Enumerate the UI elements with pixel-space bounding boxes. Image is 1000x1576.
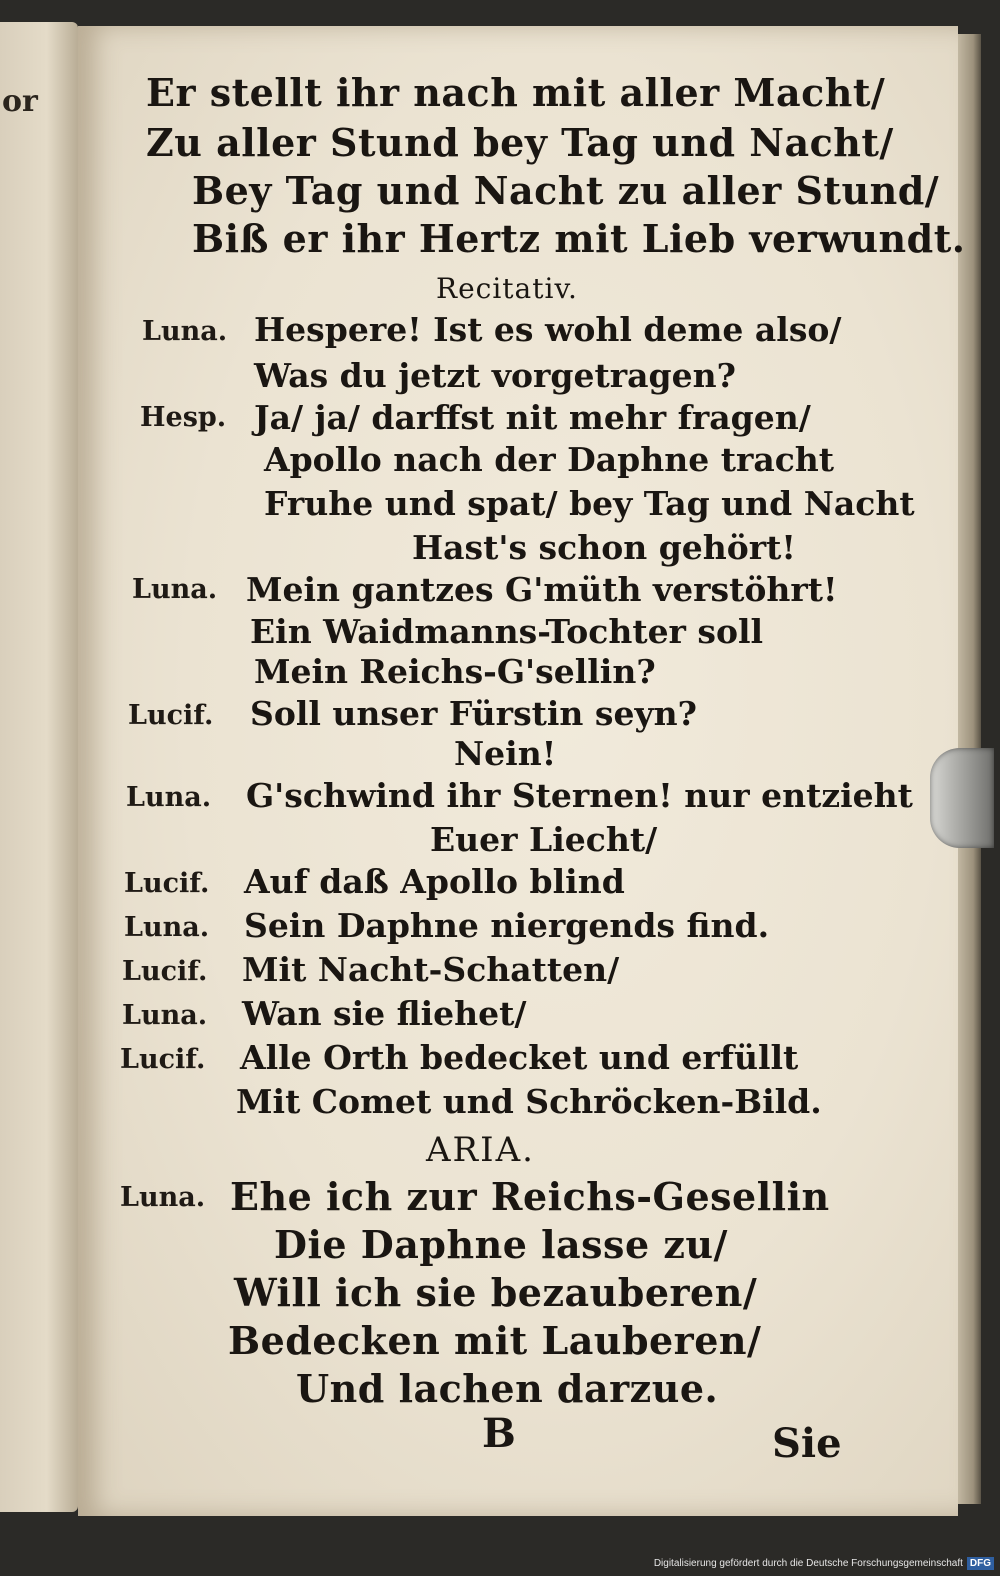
dialogue-line: Apollo nach der Daphne tracht xyxy=(264,440,835,479)
dialogue-line: Mit Nacht-Schatten/ xyxy=(242,950,620,989)
facing-page-edge xyxy=(0,22,78,1512)
speaker-label: Lucif. xyxy=(122,956,208,987)
verse-line: Zu aller Stund bey Tag und Nacht/ xyxy=(146,120,894,165)
speaker-label: Hesp. xyxy=(140,402,227,433)
aria-line: Will ich sie bezauberen/ xyxy=(234,1270,758,1315)
speaker-label: Lucif. xyxy=(120,1044,206,1075)
dialogue-line: Was du jetzt vorgetragen? xyxy=(254,356,736,395)
speaker-label: Lucif. xyxy=(128,700,214,731)
dialogue-line: G'schwind ihr Sternen! nur entzieht xyxy=(246,776,913,815)
facing-page-fragment: or xyxy=(2,84,38,119)
verse-line: Biß er ihr Hertz mit Lieb verwundt. xyxy=(192,216,966,261)
speaker-label: Luna. xyxy=(142,316,228,347)
dialogue-line: Fruhe und spat/ bey Tag und Nacht xyxy=(264,484,915,523)
dialogue-line: Mein gantzes G'müth verstöhrt! xyxy=(246,570,838,609)
dialogue-line: Sein Daphne niergends find. xyxy=(244,906,770,945)
dialogue-line: Mein Reichs-G'sellin? xyxy=(254,652,656,691)
aria-line: Ehe ich zur Reichs-Gesellin xyxy=(230,1174,830,1219)
dialogue-line: Soll unser Fürstin seyn? xyxy=(250,694,697,733)
dialogue-line: Ja/ ja/ darffst nit mehr fragen/ xyxy=(254,398,811,437)
aria-line: Und lachen darzue. xyxy=(296,1366,719,1411)
recitativ-heading: Recitativ. xyxy=(436,272,578,305)
dialogue-line: Hespere! Ist es wohl deme also/ xyxy=(254,310,842,349)
dialogue-line: Ein Waidmanns-Tochter soll xyxy=(250,612,764,651)
dialogue-line: Euer Liecht/ xyxy=(430,820,658,859)
binding-clip xyxy=(930,748,994,848)
dialogue-line: Alle Orth bedecket und erfüllt xyxy=(240,1038,799,1077)
footer-text: Digitalisierung gefördert durch die Deutsche Forschungsgemeinschaft xyxy=(653,1557,963,1569)
dialogue-line: Auf daß Apollo blind xyxy=(244,862,625,901)
speaker-label: Luna. xyxy=(124,912,210,943)
book-page xyxy=(78,26,966,1516)
dialogue-line: Mit Comet und Schröcken-Bild. xyxy=(236,1082,822,1121)
verse-line: Bey Tag und Nacht zu aller Stund/ xyxy=(192,168,940,213)
dfg-logo: DFG xyxy=(967,1557,994,1570)
signature-mark: B xyxy=(482,1410,516,1457)
speaker-label: Luna. xyxy=(120,1182,206,1213)
verse-line: Er stellt ihr nach mit aller Macht/ xyxy=(146,70,886,115)
dialogue-line: Wan sie fliehet/ xyxy=(242,994,527,1033)
catchword: Sie xyxy=(772,1420,842,1467)
speaker-label: Luna. xyxy=(122,1000,208,1031)
aria-line: Die Daphne lasse zu/ xyxy=(274,1222,728,1267)
aria-line: Bedecken mit Lauberen/ xyxy=(228,1318,762,1363)
speaker-label: Luna. xyxy=(132,574,218,605)
dfg-footer xyxy=(654,1554,994,1572)
dialogue-line: Nein! xyxy=(454,734,557,773)
aria-heading: ARIA. xyxy=(426,1130,535,1170)
speaker-label: Lucif. xyxy=(124,868,210,899)
speaker-label: Luna. xyxy=(126,782,212,813)
dialogue-line: Hast's schon gehört! xyxy=(412,528,796,567)
